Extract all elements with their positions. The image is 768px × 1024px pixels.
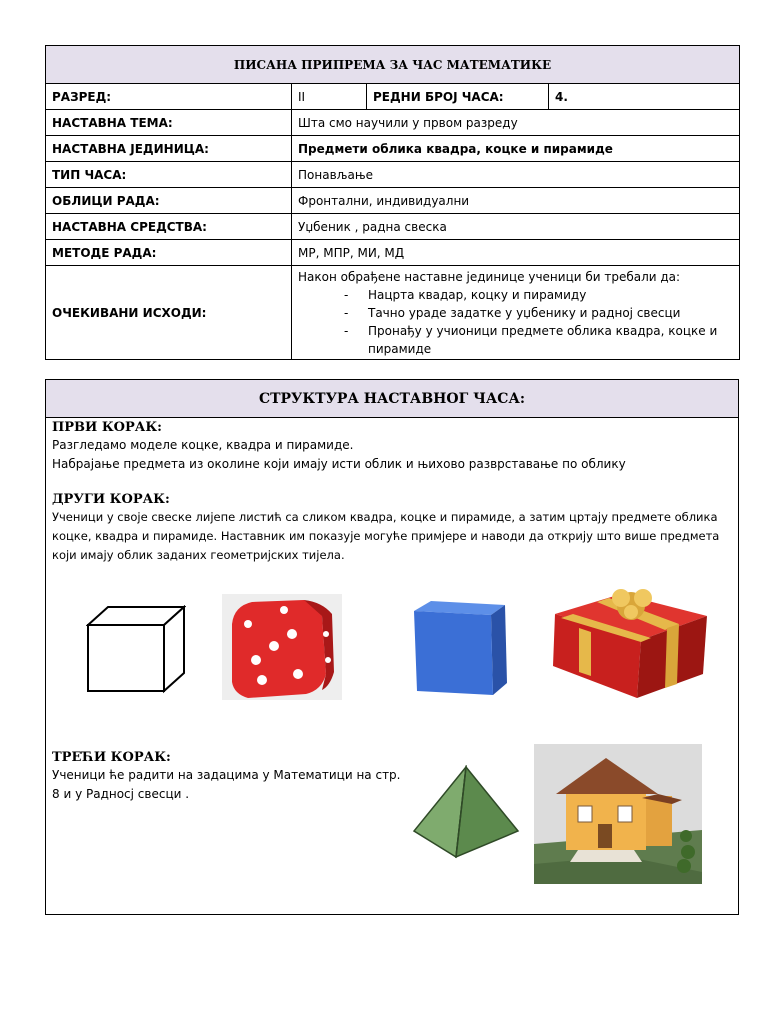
step-two-text: Ученици у своје свеске лијепе листић са сликом квадра, коцке и пирамиде, а затим цртају предмете облика коцке, квадра и пирамиде. Наставник им показује могуће примјере и наводи да открију што више предмета који имају облик заданих геометријских тијела. <box>52 510 720 562</box>
step-one-title: ПРВИ КОРАК: <box>52 420 162 435</box>
plan-title: ПИСАНА ПРИПРЕМА ЗА ЧАС МАТЕМАТИКЕ <box>46 46 740 84</box>
topic-value: Шта смо научили у првом разреду <box>292 110 740 136</box>
lesson-structure-box <box>45 379 739 915</box>
methods-value: МР, МПР, МИ, МД <box>292 240 740 266</box>
step-two <box>52 491 732 565</box>
unit-value: Предмети облика квадра, коцке и пирамиде <box>292 136 740 162</box>
step-three <box>52 749 402 804</box>
step-one-line-1: Разгледамо моделе коцке, квадра и пирамиде. <box>52 438 354 452</box>
outcomes-cell <box>292 266 740 360</box>
grade-value: II <box>292 84 367 110</box>
lesson-type-value: Понављање <box>292 162 740 188</box>
outcomes-label: ОЧЕКИВАНИ ИСХОДИ: <box>46 266 292 360</box>
teaching-aids-label: НАСТАВНА СРЕДСТВА: <box>46 214 292 240</box>
methods-label: МЕТОДЕ РАДА: <box>46 240 292 266</box>
gift-box-image <box>551 576 711 698</box>
structure-title: СТРУКТУРА НАСТАВНОГ ЧАСА: <box>46 380 738 418</box>
grade-label: РАЗРЕД: <box>46 84 292 110</box>
work-forms-label: ОБЛИЦИ РАДА: <box>46 188 292 214</box>
dice-image <box>222 594 342 700</box>
work-forms-value: Фронтални, индивидуални <box>292 188 740 214</box>
step-three-text: Ученици ће радити на задацима у Математици на стр. 8 и у Радносј свесци . <box>52 768 401 801</box>
step-one <box>52 419 732 474</box>
blue-cube-image <box>411 599 511 699</box>
lesson-plan-table <box>45 45 740 360</box>
cube-outline-image <box>86 605 186 695</box>
lesson-type-label: ТИП ЧАСА: <box>46 162 292 188</box>
topic-label: НАСТАВНА ТЕМА: <box>46 110 292 136</box>
outcomes-intro: Након обрађене наставне јединице ученици би требали да: <box>298 269 681 284</box>
teaching-aids-value: Уџбеник , радна свеска <box>292 214 740 240</box>
step-one-line-2: Набрајање предмета из околине који имају исти облик и њихово разврставање по облику <box>52 457 626 471</box>
step-three-title: ТРЕЋИ КОРАК: <box>52 750 171 765</box>
step-two-title: ДРУГИ КОРАК: <box>52 492 170 507</box>
list-item: - Пронађу у учионици предмете облика квадра, коцке и пирамиде <box>344 323 718 356</box>
list-item: - Нацрта квадар, коцку и пирамиду <box>344 287 587 302</box>
lesson-number-value: 4. <box>549 84 740 110</box>
unit-label: НАСТАВНА ЈЕДИНИЦА: <box>46 136 292 162</box>
lesson-number-label: РЕДНИ БРОЈ ЧАСА: <box>367 84 549 110</box>
house-image <box>534 744 702 884</box>
pyramid-image <box>412 765 522 860</box>
list-item: - Тачно ураде задатке у уџбенику и радној свесци <box>344 305 681 320</box>
outcomes-list <box>298 286 733 358</box>
